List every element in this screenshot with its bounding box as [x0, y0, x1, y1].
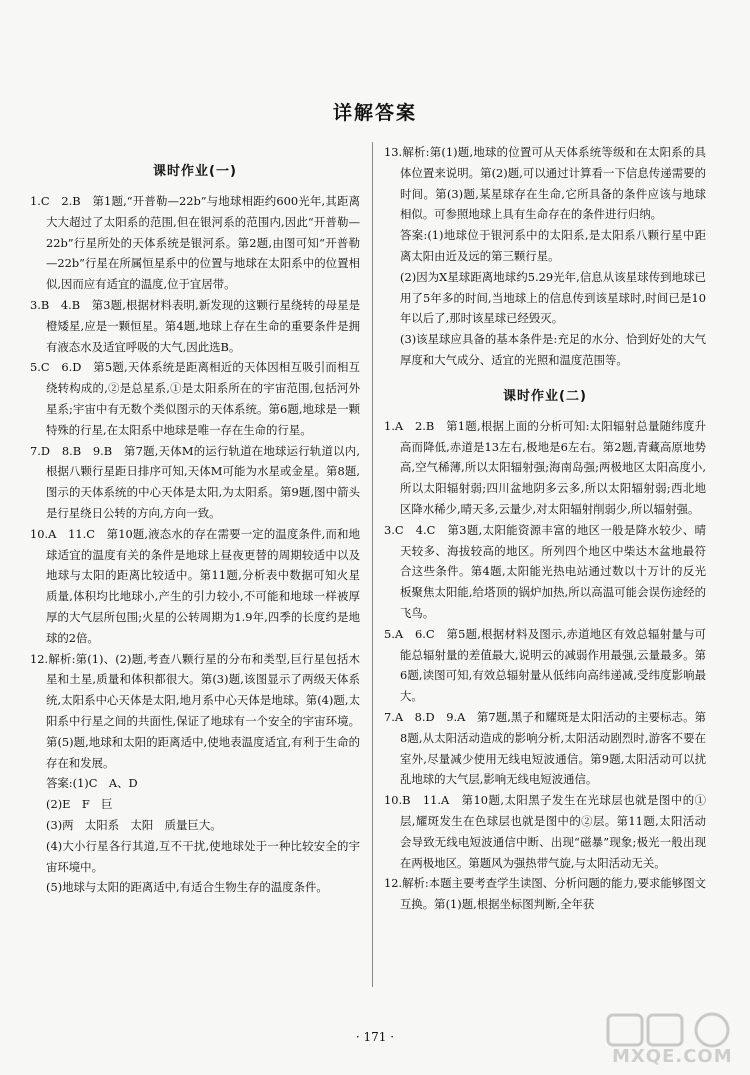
answer-entry: 7.A 8.D 9.A 第7题,黑子和耀斑是太阳活动的主要标志。第8题,从太阳活动造成的影响分析,太阳活动剧烈时,游客不要在室外,尽量减少使用无线电短波通信。第9题,太阳活动可以扰乱地球的大气层,影响无线电短波通信。	[384, 709, 706, 787]
answer-line: 答案:(1)C A、D	[46, 776, 138, 791]
answer-entry: 12.解析:第(1)、(2)题,考查八颗行星的分布和类型,巨行星包括木星和土星,质量和体积都很大。第(3)题,该图显示了两级天体系统,太阳系中心天体是太阳,地月系中心天体是地球。第(4)题,太阳系中行星之间的共面性,保证了地球有一个安全的宇宙环境。第(5)题,地球和太阳的距离适中,使地表温度适宜,有利于生命的存在和发展。	[30, 651, 360, 770]
watermark-logo	[602, 1011, 742, 1071]
left-column	[30, 142, 360, 898]
answer-entry: 5.A 6.C 第5题,根据材料及图示,赤道地区有效总辐射量与可能总辐射量的差值最大,说明云的减弱作用最强,云量最多。第6题,读图可知,有效总辐射量从低纬向高纬递减,受纬度影响最大。	[384, 626, 706, 704]
answer-line: (3)两 太阳系 太阳 质量巨大。	[46, 817, 222, 832]
page-number: · 171 ·	[355, 1030, 395, 1044]
column-divider	[372, 142, 373, 987]
answer-entry: 1.C 2.B 第1题,“开普勒—22b”与地球相距约600光年,其距离大大超过了太阳系的范围,但在银河系的范围内,因此“开普勒—22b”行星所处的天体系统是银河系。第2题,由图可知“开普勒—22b”行星在所属恒星系中的位置与地球在太阳系中的位置相似,因而应有适宜的温度,位于宜居带。	[30, 194, 360, 292]
answer-entry: 7.D 8.B 9.B 第7题,天体M的运行轨道在地球运行轨道以内,根据八颗行星距日排序可知,天体M可能为水星或金星。第8题,图示的天体系统的中心天体是太阳,为太阳系。第9题,图中箭头是行星绕日公转的方向,方向一致。	[30, 443, 360, 520]
section-heading-2: 课时作业(二)	[503, 388, 587, 404]
answer-line: (2)E F 巨	[46, 797, 113, 812]
answer-entry: 5.C 6.D 第5题,天体系统是距离相近的天体因相互吸引而相互绕转构成的,②是总星系,①是太阳系所在的宇宙范围,包括河外星系;宇宙中有无数个类似图示的天体系统。第6题,地球是一颗特殊的行星,在太阳系中地球是唯一存在生命的行星。	[30, 360, 360, 437]
answer-line: (2)因为X星球距离地球约5.29光年,信息从该星球传到地球已用了5年多的时间,当地球上的信息传到该星球时,时间已是10年以后了,那时该星球已经毁灭。	[400, 269, 706, 326]
right-column	[384, 142, 706, 915]
answer-line: (4)大小行星各行其道,互不干扰,使地球处于一种比较安全的宇宙环境中。	[46, 838, 360, 874]
section-heading-1: 课时作业(一)	[153, 164, 237, 179]
answer-line: 答案:(1)地球位于银河系中的太阳系,是太阳系八颗行星中距离太阳由近及远的第三颗行星。	[400, 228, 706, 263]
answer-line: (3)该星球应具备的基本条件是:充足的水分、恰到好处的大气厚度和大气成分、适宜的光照和温度范围等。	[400, 332, 706, 367]
answer-line: (5)地球与太阳的距离适中,有适合生物生存的温度条件。	[46, 880, 328, 895]
answer-entry: 10.A 11.C 第10题,液态水的存在需要一定的温度条件,而和地球适宜的温度有关的条件是地球上昼夜更替的周期较适中以及地球与太阳的距离比较适中。第11题,分析表中数据可知火星质量,体积均比地球小,产生的引力较小,不可能和地球一样被厚厚的大气层所包围;火星的公转周期为1.9年,四季的长度约是地球的2倍。	[30, 526, 360, 645]
answer-entry: 10.B 11.A 第10题,太阳黑子发生在光球层也就是图中的①层,耀斑发生在色球层也就是图中的②层。第11题,太阳活动会导致无线电短波通信中断、出现“磁暴”现象;极光一般出现在两极地区。第题风为强热带气旋,与太阳活动无关。	[384, 793, 706, 870]
answer-entry: 1.A 2.B 第1题,根据上面的分析可知:太阳辐射总量随纬度升高而降低,赤道是13左右,极地是6左右。第2题,青藏高原地势高,空气稀薄,所以太阳辐射强;海南岛强;两极地区太阳高度小,所以太阳辐射弱;四川盆地阴多云多,所以太阳辐射弱;西北地区降水稀少,晴天多,云量少,对太阳辐射削弱少,所以辐射强。	[384, 418, 706, 516]
answer-entry: 3.B 4.B 第3题,根据材料表明,新发现的这颗行星绕转的母星是橙矮星,应是一颗恒星。第4题,地球上存在生命的重要条件是拥有液态水及适宜呼吸的大气,因此选B。	[30, 297, 360, 354]
watermark-text: MXQE.COM	[612, 1046, 733, 1067]
page-title: 详解答案	[332, 102, 417, 124]
answer-entry: 12.解析:本题主要考查学生读图、分析问题的能力,要求能够图文互换。第(1)题,根据坐标图判断,全年获	[384, 876, 706, 912]
answer-entry: 13.解析:第(1)题,地球的位置可从天体系统等级和在太阳系的具体位置来说明。第(2)题,可以通过计算看一下信息传递需要的时间。第(3)题,某星球存在生命,它所具备的条件应该与地球相似。可参照地球上具有生命存在的条件进行归纳。	[384, 145, 706, 222]
answer-entry: 3.C 4.C 第3题,太阳能资源丰富的地区一般是降水较少、晴天较多、海拔较高的地区。所列四个地区中柴达木盆地最符合这些条件。第4题,太阳能光热电站通过数以十万计的反光板聚焦太阳能,给塔顶的锅炉加热,所以高温可能会误伤途经的飞鸟。	[384, 522, 706, 620]
